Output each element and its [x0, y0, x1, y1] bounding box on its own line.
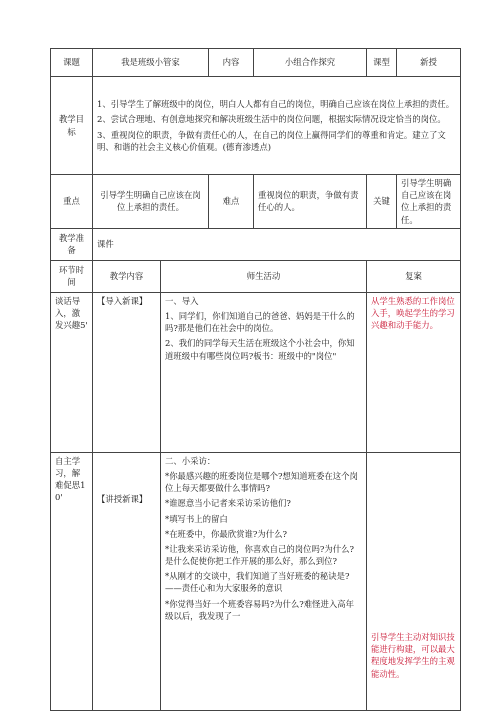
- stage-row: [51, 452, 461, 710]
- stage-content: 【导入新课】: [93, 292, 161, 452]
- stage-header: 环节时间: [51, 260, 93, 292]
- difficult-label: 难点: [209, 175, 254, 229]
- goal-item: 2、尝试合理地、有创意地探究和解决班级生活中的岗位问题，根据实际情况设定恰当的岗位。: [97, 114, 446, 125]
- lesson-plan-table: [50, 48, 461, 711]
- activity-line: *谁愿意当小记者来采访采访他们?: [165, 498, 291, 509]
- activity-line: 一、导入: [165, 295, 199, 306]
- prep-row: [51, 228, 461, 260]
- activity-header: 师生活动: [161, 260, 367, 292]
- topic-label: 课题: [51, 49, 93, 77]
- process-header-row: [51, 260, 461, 292]
- activity-line: *让我来采访采访他，你喜欢自己的岗位吗?为什么?是什么促使你把工作开展的那么好，那么到位?: [165, 543, 355, 567]
- crux-label: 关键: [367, 175, 397, 229]
- activity-line: 二、小采访：: [165, 455, 216, 466]
- goals-body: [93, 77, 461, 175]
- activity-line: 1、同学们，你们知道自己的爸爸、妈妈是干什么的吗?那是他们在社会中的岗位。: [165, 310, 355, 334]
- stage-content: 【讲授新课】: [93, 452, 161, 710]
- activity-line: *你最感兴趣的班委岗位是哪个?想知道班委在这个岗位上每天都要做什么事情吗?: [165, 470, 358, 494]
- lesson-type-value: 新授: [397, 49, 461, 77]
- activity-line: 2、我们的同学每天生活在班级这个小社会中，你知道班级中有哪些岗位吗?板书：班级中的"岗位": [165, 338, 355, 361]
- crux-value: 引导学生明确自己应该在岗位上承担的责任。: [397, 175, 461, 229]
- topic-value: 我是班级小管家: [93, 49, 209, 77]
- prep-label: 教学准备: [51, 228, 93, 260]
- key-label: 重点: [51, 175, 93, 229]
- goal-item: 1、引导学生了解班级中的岗位，明白人人都有自己的岗位，明确自己应该在岗位上承担的责任。: [97, 99, 455, 110]
- goals-row: [51, 77, 461, 175]
- difficult-value: 重视岗位的职责，争做有责任心的人。: [254, 175, 367, 229]
- key-points-row: [51, 175, 461, 229]
- stage-activities: [161, 292, 367, 452]
- activity-line: *填写书上的留白: [165, 513, 228, 524]
- stage-row: [51, 292, 461, 452]
- lesson-type-label: 课型: [367, 49, 397, 77]
- stage-activities: [161, 452, 367, 710]
- activity-line: *你觉得当好一个班委容易吗?为什么?难怪进入高年级以后，我发现了一: [165, 598, 355, 621]
- prep-value: 课件: [93, 228, 461, 260]
- topic-row: [51, 49, 461, 77]
- goal-item: 3、重视岗位的职责，争做有责任心的人，在自己的岗位上赢得同学们的尊重和肯定。建立了文明、和谐的社会主义核心价值观。(德育渗透点): [97, 129, 446, 152]
- stage-name: 自主学习，解难促思10': [51, 452, 93, 710]
- content-label: 内容: [209, 49, 254, 77]
- goals-label: 教学目标: [51, 77, 93, 175]
- review-header: 复案: [367, 260, 461, 292]
- stage-review: 从学生熟悉的工作岗位入手，唤起学生的学习兴趣和动手能力。: [367, 292, 461, 452]
- activity-line: *从刚才的交谈中，我们知道了当好班委的秘诀是?——责任心和为大家服务的意识: [165, 571, 350, 594]
- key-value: 引导学生明确自己应该在岗位上承担的责任。: [93, 175, 209, 229]
- stage-name: 谈话导入，激发兴趣5': [51, 292, 93, 452]
- activity-line: *在班委中，你最欣赏谁?为什么?: [165, 528, 288, 539]
- content-value: 小组合作探究: [254, 49, 367, 77]
- stage-review: 引导学生主动对知识技能进行构建，可以最大程度地发挥学生的主观能动性。: [367, 452, 461, 710]
- content-header: 教学内容: [93, 260, 161, 292]
